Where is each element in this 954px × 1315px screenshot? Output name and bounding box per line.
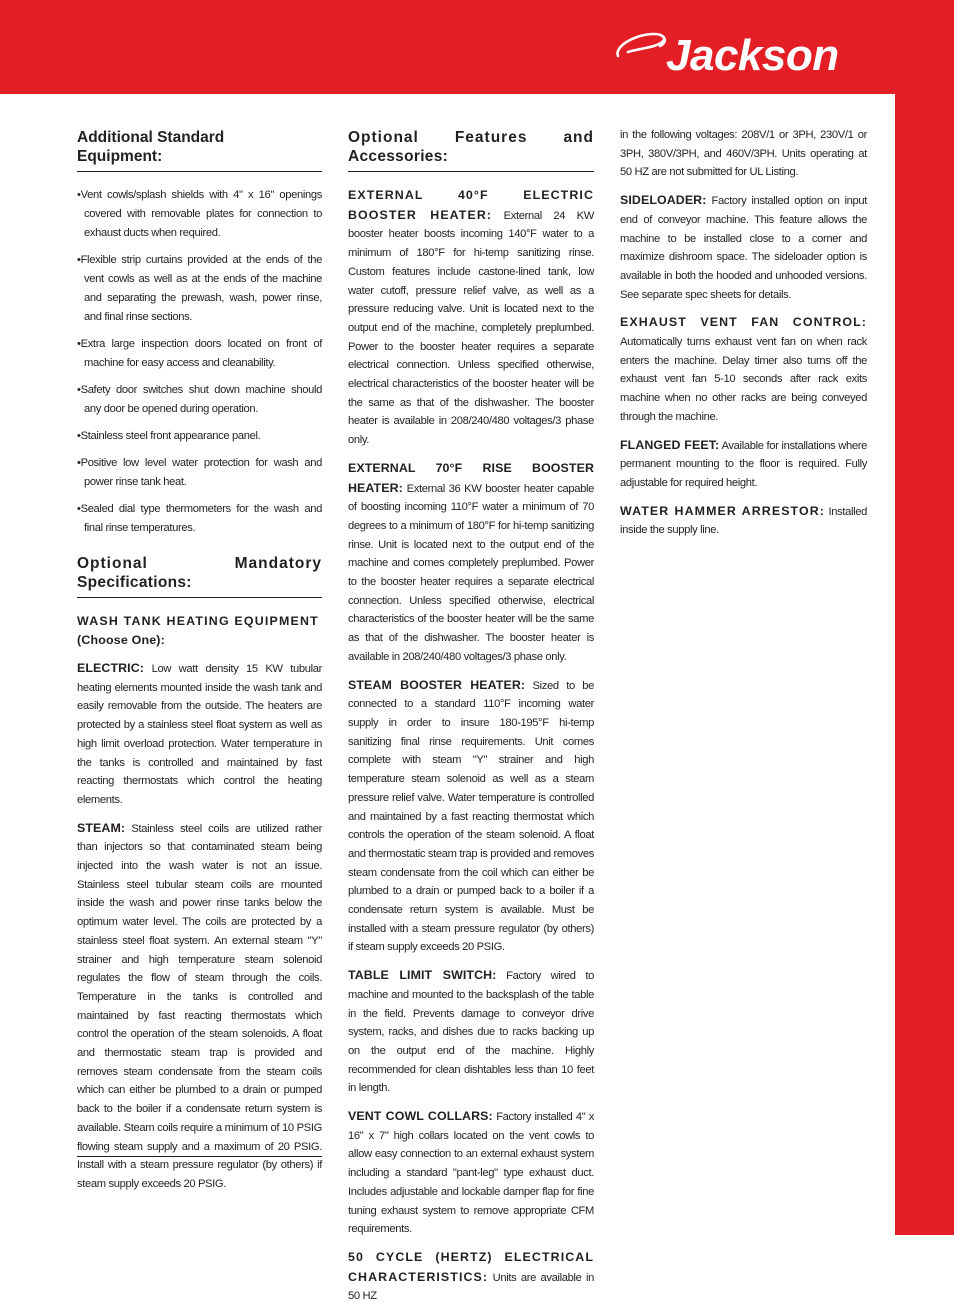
paragraph-lead: FLANGED FEET: bbox=[620, 437, 720, 452]
paragraph-text: External 36 KW booster heater capable of boosting incoming 110°F water a minimum of 70 degrees to a minimum of 180°F for hi-temp sanitizing rinse. Unit is located next to the output end of the machine and comes completely preplumbed. Power to the booster heater requires a separate electrical connection. Unless specified otherwise, electrical characteristics of the booster heater will be the same as that of the dishwasher. The booster heater is available in 208/240/480 voltages/3 phase only. bbox=[348, 482, 594, 663]
paragraph-steam-booster bbox=[348, 676, 594, 958]
paragraph-lead: STEAM BOOSTER HEATER: bbox=[348, 677, 526, 692]
list-item: • Positive low level water protection for wash and power rinse tank heat. bbox=[77, 454, 322, 492]
paragraph-water-hammer-arrestor bbox=[620, 502, 867, 540]
jackson-logo bbox=[614, 22, 874, 84]
subheading-wash-tank-heating bbox=[77, 612, 322, 650]
swoosh-icon bbox=[614, 30, 670, 62]
paragraph-text: Factory installed 4" x 16" x 7" high collars located on the vent cowls to allow easy connection to an external exhaust system including a standard "pant-leg" type exhaust duct. Includes adjustable and lockable damper flap for fine tuning exhaust system to remove appropriate CFM requirements. bbox=[348, 1111, 595, 1236]
list-item: • Flexible strip curtains provided at the ends of the vent cowls as well as at the ends of the machine and separating the prewash, wash, power rinse, and final rinse sections. bbox=[77, 251, 322, 327]
brand-name: Jackson bbox=[666, 31, 839, 80]
paragraph-text: Automatically turns exhaust vent fan on when rack enters the machine. Delay timer also turns off the exhaust vent fan 5-10 seconds after rack exits machine when no other racks are being conveyed through the machine. bbox=[620, 336, 867, 423]
paragraph-lead: VENT COWL COLLARS: bbox=[348, 1109, 493, 1124]
paragraph-lead: SIDELOADER: bbox=[620, 193, 707, 208]
list-item: • Safety door switches shut down machine should any door be opened during operation. bbox=[77, 381, 322, 419]
paragraph-steam bbox=[77, 819, 322, 1194]
column-right bbox=[620, 126, 867, 549]
paragraph-lead: EXHAUST VENT FAN CONTROL: bbox=[620, 315, 867, 330]
paragraph-external-40f-booster bbox=[348, 186, 594, 450]
paragraph-external-70f-booster bbox=[348, 459, 594, 667]
paragraph-text: Units are available in 50 HZ bbox=[348, 1271, 594, 1303]
subheading-line: (Choose One): bbox=[77, 633, 165, 647]
heading-additional-standard-equipment bbox=[77, 126, 322, 172]
right-red-sidebar bbox=[895, 94, 954, 1235]
paragraph-lead: EXTERNAL 40°F ELECTRIC BOOSTER HEATER: bbox=[348, 188, 594, 222]
list-item: • Sealed dial type thermometers for the wash and final rinse temperatures. bbox=[77, 500, 322, 538]
list-item: • Extra large inspection doors located on front of machine for easy access and cleanability. bbox=[77, 335, 322, 373]
paragraph-text: Installed inside the supply line. bbox=[620, 505, 867, 537]
paragraph-lead: EXTERNAL 70°F RISE BOOSTER HEATER: bbox=[348, 460, 594, 495]
subheading-line: WASH TANK HEATING EQUIPMENT bbox=[77, 614, 319, 628]
paragraph-electric bbox=[77, 659, 322, 810]
heading-line: Optional Features and bbox=[348, 129, 594, 146]
heading-line: Accessories: bbox=[348, 148, 449, 165]
column-end-rule bbox=[77, 1156, 322, 1157]
paragraph-lead: STEAM: bbox=[77, 820, 126, 835]
heading-line: Additional Standard bbox=[77, 129, 225, 146]
list-item: • Stainless steel front appearance panel. bbox=[77, 427, 322, 446]
paragraph-lead: ELECTRIC: bbox=[77, 661, 144, 675]
paragraph-lead: TABLE LIMIT SWITCH: bbox=[348, 968, 497, 983]
heading-optional-mandatory-specifications bbox=[77, 552, 322, 598]
standard-equipment-list bbox=[77, 186, 322, 538]
paragraph-text: External 24 KW booster heater boosts incoming 140°F water to a minimum of 180°F for hi-temp sanitizing rinse. Custom features include castone-lined tank, low water cutoff, pressure relief valve, as well as a pressure reducing valve. Unit is located next to the output end of the machine, completely preplumbed. Power to the booster heater requires a separate electrical connection. Unless specified otherwise, electrical characteristics of the booster heater will be the same as that of the dishwasher. The booster heater is available in 208/240/480 voltages/3 phase only. bbox=[348, 209, 594, 447]
paragraph-flanged-feet bbox=[620, 436, 867, 493]
paragraph-vent-cowl-collars bbox=[348, 1107, 594, 1239]
paragraph-text: Low watt density 15 KW tubular heating elements mounted inside the wash tank and easily removable from the outside. The heaters are protected by a stainless steel float system as well as high limit overload protection. Water temperature in the tanks is controlled and maintained by fast reacting thermostats which control the heating elements. bbox=[77, 663, 322, 806]
paragraph-lead: WATER HAMMER ARRESTOR: bbox=[620, 503, 826, 518]
paragraph-lead: 50 CYCLE (HERTZ) ELECTRICAL CHARACTERISTICS: bbox=[348, 1249, 594, 1284]
paragraph-text: Factory wired to machine and mounted to the backsplash of the table in the field. Prevents damage to conveyor drive system, racks, and dishes due to racks backing up on the output end of the machine. Highly recommended for clean dishtables less than 10 feet in length. bbox=[348, 970, 594, 1095]
paragraph-text: Sized to be connected to a standard 110°F incoming water supply in order to insure 180-195°F hi-temp sanitizing final rinse requirements. Unit comes complete with steam "Y" strainer and high temperature steam solenoid as well as a steam pressure relief valve. Water temperature is controlled and maintained by a fast reacting thermostat which controls the operation of the steam solenoid. A float and thermostatic steam trap is provided and removes steam condensate from the coil which can either be plumbed to a drain or pumped back to a boiler if a condensate return system is available. Must be installed with a steam pressure regulator (by others) if steam supply exceeds 20 PSIG. bbox=[348, 679, 594, 954]
column-left bbox=[77, 126, 322, 1203]
heading-optional-features bbox=[348, 126, 594, 172]
paragraph-table-limit-switch bbox=[348, 966, 594, 1098]
paragraph-text: Factory installed option on input end of conveyor machine. This feature allows the machine to be installed close to a corner and maximize dishroom space. The sideloader option is available in both the hooded and unhooded versions. See separate spec sheets for details. bbox=[620, 195, 867, 301]
heading-line: Equipment: bbox=[77, 148, 163, 165]
paragraph-text: Available for installations where permanent mounting to the floor is required. Fully adjustable for required height. bbox=[620, 439, 867, 489]
paragraph-text: Stainless steel coils are utilized rather than injectors so that contaminated steam being injected into the wash water is not an issue. Stainless steel tubular steam coils are mounted inside the wash and power rinse tanks below the optimum water level. The coils are protected by a stainless steel float system. An external steam "Y" strainer and high temperature steam solenoid regulates the flow of steam through the coils. Temperature in the tanks is controlled and maintained by fast reacting thermostats which control the operation of the steam solenoids. A float and thermostatic steam trap is provided and removes steam condensate from the steam coils which can either be plumbed to a drain or pumped back to the boiler if a condensate return system is available. Steam coils require a minimum of 10 PSIG flowing steam supply and a maximum of 20 PSIG. Install with a steam pressure regulator (by others) if steam supply exceeds 20 PSIG. bbox=[77, 822, 322, 1190]
column-middle bbox=[348, 126, 594, 1315]
paragraph-continuation: in the following voltages: 208V/1 or 3PH, 230V/1 or 3PH, 380V/3PH, and 460V/3PH. Units operating at 50 HZ are not submitted for UL Listing. bbox=[620, 129, 867, 179]
paragraph-sideloader bbox=[620, 191, 867, 304]
list-item: • Vent cowls/splash shields with 4" x 16" openings covered with removable plates for connection to exhaust ducts when required. bbox=[77, 186, 322, 243]
paragraph-exhaust-vent-fan-control bbox=[620, 313, 867, 426]
heading-line: Optional Mandatory bbox=[77, 555, 322, 572]
paragraph-50-cycle bbox=[348, 1248, 594, 1306]
heading-line: Specifications: bbox=[77, 574, 192, 591]
